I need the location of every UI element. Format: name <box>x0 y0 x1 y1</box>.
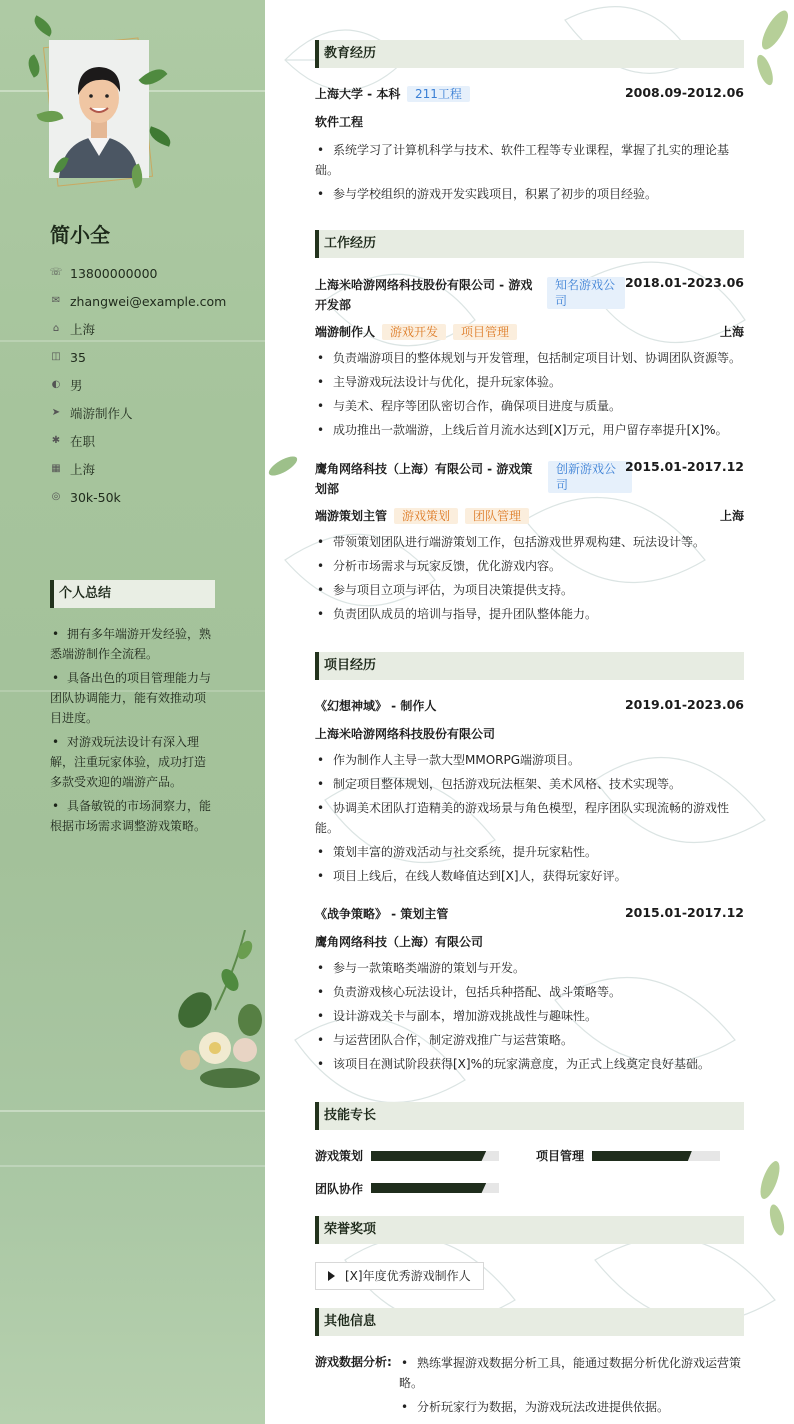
project-company: 鹰角网络科技（上海）有限公司 <box>315 935 484 949</box>
avatar-wreath <box>30 20 170 200</box>
list-item <box>315 420 744 440</box>
bullet-icon: • <box>317 187 325 201</box>
bullet-icon: • <box>317 845 325 859</box>
list-item <box>315 982 744 1002</box>
floral-decoration <box>175 930 265 1090</box>
phone-icon: ☏ <box>49 267 63 278</box>
texture-streak <box>0 1165 265 1167</box>
job-details <box>315 532 744 628</box>
list-item-text: 负责团队成员的培训与指导，提升团队整体能力。 <box>333 607 598 621</box>
list-item <box>315 396 744 416</box>
job-date: 2015.01-2017.12 <box>624 459 744 474</box>
skill-level <box>592 1151 692 1161</box>
list-item <box>399 1397 744 1417</box>
list-item <box>315 1030 744 1050</box>
company-tag: 知名游戏公司 <box>547 277 625 309</box>
job-city: 上海 <box>719 325 744 339</box>
list-item-text: 负责端游项目的整体规划与开发管理，包括制定项目计划、协调团队资源等。 <box>333 351 742 365</box>
info-text: 13800000000 <box>70 265 158 281</box>
list-item-text: 项目上线后，在线人数峰值达到[X]人，获得玩家好评。 <box>333 869 627 883</box>
list-item <box>315 556 744 576</box>
summary-heading: 个人总结 <box>50 580 215 608</box>
list-item <box>315 866 744 886</box>
bullet-icon: • <box>317 985 325 999</box>
bullet-icon: • <box>317 607 325 621</box>
info-item <box>50 483 226 511</box>
major: 软件工程 <box>315 115 364 129</box>
list-item-text: 分析市场需求与玩家反馈，优化游戏内容。 <box>333 559 562 573</box>
info-text: 上海 <box>70 322 96 337</box>
list-item-text: 负责游戏核心玩法设计，包括兵种搭配、战斗策略等。 <box>333 985 622 999</box>
list-item-text: 系统学习了计算机科学与技术、软件工程等专业课程，掌握了扎实的理论基础。 <box>315 143 730 177</box>
bullet-icon: • <box>317 961 325 975</box>
job-city: 上海 <box>719 509 744 523</box>
skill-level <box>371 1151 486 1161</box>
info-item <box>50 371 226 399</box>
list-item <box>315 580 744 600</box>
bullet-icon: • <box>317 753 325 767</box>
info-text: 35 <box>70 349 86 365</box>
list-item-text: 协调美术团队打造精美的游戏场景与角色模型，程序团队实现流畅的游戏性能。 <box>315 801 730 835</box>
bullet-icon: • <box>317 559 325 573</box>
job-tag: 游戏策划 <box>394 508 458 524</box>
bullet-icon: • <box>317 351 325 365</box>
summary-item <box>50 668 215 728</box>
job-tag: 项目管理 <box>453 324 517 340</box>
bullet-icon: • <box>52 671 60 685</box>
list-item-text: 作为制作人主导一款大型MMORPG端游项目。 <box>333 753 581 767</box>
summary-item <box>50 796 215 836</box>
list-item <box>315 184 744 204</box>
list-item <box>315 1054 744 1074</box>
list-item <box>315 774 744 794</box>
list-item-text: 参与一款策略类端游的策划与开发。 <box>333 961 526 975</box>
bullet-icon: • <box>317 583 325 597</box>
info-item <box>50 287 226 315</box>
summary-item <box>50 732 215 792</box>
list-item-text: 具备敏锐的市场洞察力，能根据市场需求调整游戏策略。 <box>50 799 212 833</box>
job-company: 鹰角网络科技（上海）有限公司 - 游戏策划部 <box>315 462 533 496</box>
age-icon: ◫ <box>51 351 61 362</box>
other-details <box>399 1353 744 1421</box>
list-item <box>315 140 744 180</box>
job-tag: 游戏开发 <box>382 324 446 340</box>
status-icon: ✱ <box>51 435 61 446</box>
info-item <box>50 343 226 371</box>
list-item-text: 参与学校组织的游戏开发实践项目，积累了初步的项目经验。 <box>333 187 658 201</box>
summary-item <box>50 624 215 664</box>
school-tag: 211工程 <box>407 86 470 102</box>
list-item-text: 制定项目整体规划，包括游戏玩法框架、美术风格、技术实现等。 <box>333 777 682 791</box>
company-tag: 创新游戏公司 <box>548 461 632 493</box>
job-role: 端游策划主管 <box>315 509 388 523</box>
skill-label: 游戏策划 <box>315 1149 364 1163</box>
summary-list <box>50 624 215 840</box>
bullet-icon: • <box>317 423 325 437</box>
leaf-decoration <box>147 126 174 146</box>
bullet-icon: • <box>52 735 60 749</box>
info-text: zhangwei@example.com <box>70 293 227 309</box>
list-item-text: 参与项目立项与评估，为项目决策提供支持。 <box>333 583 574 597</box>
bullet-icon: • <box>52 627 60 641</box>
bullet-icon: • <box>317 399 325 413</box>
project-date: 2015.01-2017.12 <box>624 905 744 920</box>
bullet-icon: • <box>317 375 325 389</box>
job-role: 端游制作人 <box>315 325 376 339</box>
list-item <box>315 348 744 368</box>
bullet-icon: • <box>317 777 325 791</box>
awards-heading: 荣誉奖项 <box>315 1216 744 1244</box>
school-name: 上海大学 - 本科 <box>315 87 401 101</box>
texture-streak <box>0 1110 265 1112</box>
list-item <box>315 750 744 770</box>
skills-heading: 技能专长 <box>315 1102 744 1130</box>
info-item <box>50 315 226 343</box>
list-item-text: 拥有多年端游开发经验，熟悉端游制作全流程。 <box>50 627 212 661</box>
education-heading: 教育经历 <box>315 40 744 68</box>
list-item <box>315 372 744 392</box>
info-item <box>50 455 226 483</box>
info-text: 男 <box>70 378 83 393</box>
list-item <box>315 958 744 978</box>
resume-body <box>265 0 794 1424</box>
skill-bar <box>592 1151 720 1161</box>
home-icon: ⌂ <box>52 323 60 334</box>
list-item-text: 带领策划团队进行端游策划工作，包括游戏世界观构建、玩法设计等。 <box>333 535 706 549</box>
list-item-text: 主导游戏玩法设计与优化，提升玩家体验。 <box>333 375 562 389</box>
candidate-name: 简小全 <box>50 223 110 247</box>
bullet-icon: • <box>317 869 325 883</box>
skill-bar <box>371 1151 499 1161</box>
project-details <box>315 750 744 890</box>
list-item-text: 与美术、程序等团队密切合作，确保项目进度与质量。 <box>333 399 622 413</box>
job-details <box>315 348 744 444</box>
skill-label: 项目管理 <box>536 1149 585 1163</box>
bullet-icon: • <box>317 1057 325 1071</box>
list-item <box>315 1006 744 1026</box>
bullet-icon: • <box>317 535 325 549</box>
education-details <box>315 140 744 208</box>
project-date: 2019.01-2023.06 <box>624 697 744 712</box>
job-date: 2018.01-2023.06 <box>624 275 744 290</box>
skill-bar <box>371 1183 499 1193</box>
bullet-icon: • <box>317 1033 325 1047</box>
bullet-icon: • <box>401 1356 409 1370</box>
info-item <box>50 427 226 455</box>
list-item-text: 与运营团队合作，制定游戏推广与运营策略。 <box>333 1033 574 1047</box>
mail-icon: ✉ <box>51 295 61 306</box>
job-company: 上海米哈游网络科技股份有限公司 - 游戏开发部 <box>315 278 533 312</box>
list-item-text: 成功推出一款端游，上线后首月流水达到[X]万元，用户留存率提升[X]%。 <box>333 423 728 437</box>
other-heading: 其他信息 <box>315 1308 744 1336</box>
list-item-text: 策划丰富的游戏活动与社交系统，提升玩家粘性。 <box>333 845 598 859</box>
skill-label: 团队协作 <box>315 1182 364 1196</box>
job-tag: 团队管理 <box>465 508 529 524</box>
skill-level <box>371 1183 486 1193</box>
info-text: 在职 <box>70 434 96 449</box>
info-text: 端游制作人 <box>70 406 133 421</box>
bullet-icon: • <box>52 799 60 813</box>
project-name: 《战争策略》 - 策划主管 <box>315 907 449 921</box>
list-item-text: 设计游戏关卡与副本，增加游戏挑战性与趣味性。 <box>333 1009 598 1023</box>
sidebar <box>0 0 265 1424</box>
education-date: 2008.09-2012.06 <box>624 85 744 100</box>
gender-icon: ◐ <box>51 379 61 390</box>
bullet-icon: • <box>317 1009 325 1023</box>
list-item <box>399 1353 744 1393</box>
info-item <box>50 259 226 287</box>
list-item <box>315 604 744 624</box>
leaf-decoration <box>24 54 44 77</box>
projects-heading: 项目经历 <box>315 652 744 680</box>
award-label: [X]年度优秀游戏制作人 <box>345 1269 471 1283</box>
bullet-icon: • <box>317 143 325 157</box>
list-item-text: 对游戏玩法设计有深入理解，注重玩家体验，成功打造多款受欢迎的端游产品。 <box>50 735 207 789</box>
list-item <box>315 842 744 862</box>
info-text: 30k-50k <box>70 489 121 505</box>
project-details <box>315 958 744 1078</box>
project-name: 《幻想神域》 - 制作人 <box>315 699 437 713</box>
list-item <box>315 532 744 552</box>
list-item-text: 具备出色的项目管理能力与团队协调能力，能有效推动项目进度。 <box>50 671 212 725</box>
bullet-icon: • <box>317 801 325 815</box>
award-item[interactable] <box>315 1262 484 1290</box>
building-icon: ▦ <box>51 463 61 474</box>
leaf-decoration <box>30 15 55 36</box>
list-item-text: 熟练掌握游戏数据分析工具，能通过数据分析优化游戏运营策略。 <box>399 1356 742 1390</box>
work-heading: 工作经历 <box>315 230 744 258</box>
salary-icon: ◎ <box>51 491 61 502</box>
expand-triangle-icon <box>328 1271 335 1281</box>
list-item-text: 该项目在测试阶段获得[X]%的玩家满意度，为正式上线奠定良好基础。 <box>333 1057 710 1071</box>
bullet-icon: • <box>401 1400 409 1414</box>
project-company: 上海米哈游网络科技股份有限公司 <box>315 727 496 741</box>
send-icon: ➤ <box>51 407 61 418</box>
other-label: 游戏数据分析: <box>315 1355 392 1369</box>
contact-info-list <box>50 259 226 511</box>
list-item-text: 分析玩家行为数据，为游戏玩法改进提供依据。 <box>417 1400 670 1414</box>
list-item <box>315 798 744 838</box>
info-text: 上海 <box>70 462 96 477</box>
info-item <box>50 399 226 427</box>
